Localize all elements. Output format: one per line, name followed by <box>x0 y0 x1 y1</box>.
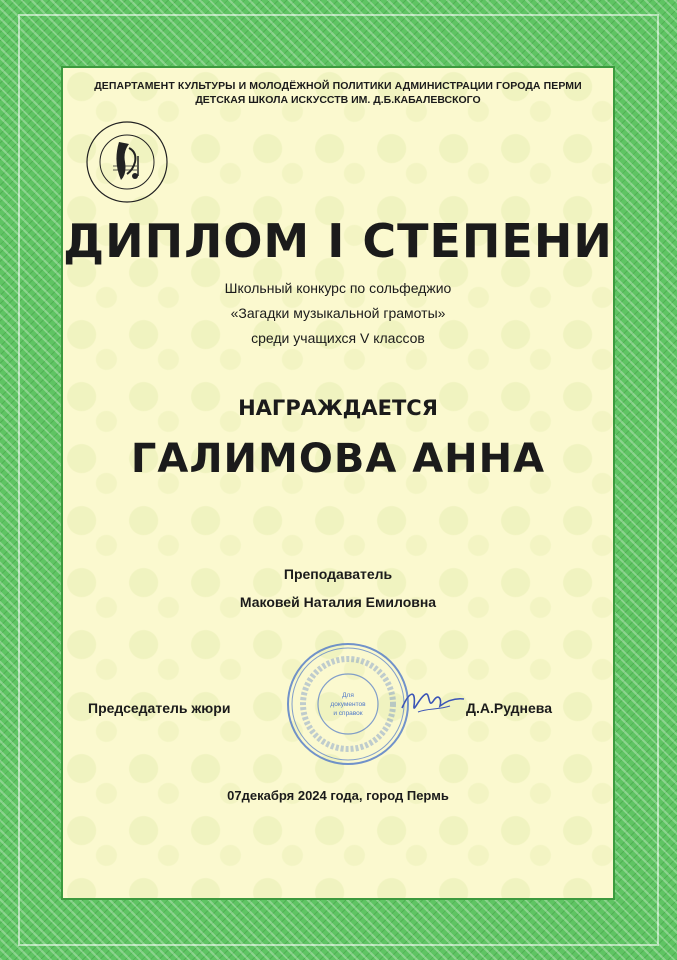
recipient-name: ГАЛИМОВА АННА <box>130 436 546 482</box>
jury-chair-label: Председатель жюри <box>88 700 231 716</box>
date-place: 07декабря 2024 года, город Пермь <box>227 788 449 803</box>
diploma-paper <box>63 68 613 898</box>
teacher-label: Преподаватель <box>283 566 393 582</box>
jury-chair-name: Д.А.Руднева <box>466 700 552 716</box>
department-heading: ДЕПАРТАМЕНТ КУЛЬТУРЫ И МОЛОДЁЖНОЙ ПОЛИТИКИ АДМИНИСТРАЦИИ ГОРОДА ПЕРМИ <box>94 80 582 92</box>
svg-text:и справок: и справок <box>333 710 363 717</box>
school-heading: ДЕТСКАЯ ШКОЛА ИСКУССТВ ИМ. Д.Б.КАБАЛЕВСКОГО <box>195 94 481 106</box>
contest-line-2: «Загадки музыкальной грамоты» <box>230 305 446 321</box>
contest-line-3: среди учащихся V классов <box>251 330 425 346</box>
official-stamp-icon <box>285 641 411 767</box>
awarded-label: НАГРАЖДАЕТСЯ <box>238 396 438 420</box>
svg-text:Для: Для <box>342 692 354 699</box>
svg-text:документов: документов <box>330 701 366 708</box>
school-emblem-icon <box>83 118 171 206</box>
teacher-name: Маковей Наталия Емиловна <box>239 594 437 610</box>
contest-line-1: Школьный конкурс по сольфеджио <box>224 280 452 296</box>
signature-icon <box>398 686 468 718</box>
diploma-title: ДИПЛОМ I СТЕПЕНИ <box>63 214 613 268</box>
